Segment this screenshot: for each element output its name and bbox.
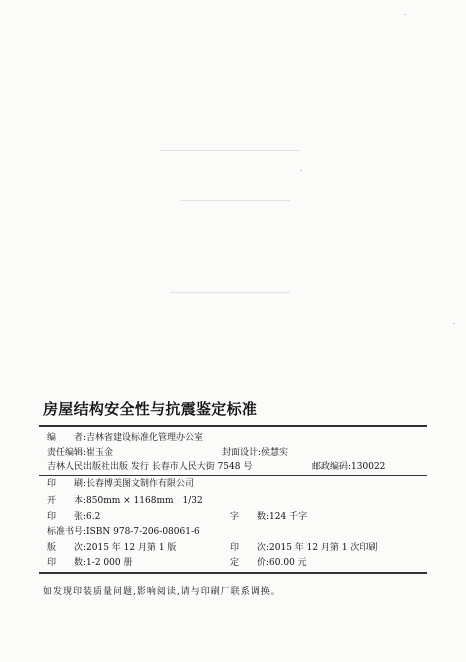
scan-speck [404, 14, 406, 15]
impression-value: 2015 年 12 月第 1 次印刷 [269, 543, 378, 553]
sheets-label: 印 张: [47, 512, 87, 522]
editor-label: 编 者: [47, 433, 87, 443]
scan-noise [180, 200, 290, 201]
isbn-value: ISBN 978-7-206-08061-6 [86, 527, 200, 537]
editor-value: 吉林省建设标准化管理办公室 [86, 433, 204, 443]
quality-notice: 如发现印装质量问题,影响阅读,请与印刷厂联系调换。 [43, 587, 281, 597]
resp-editor-line [47, 447, 113, 459]
scan-speck [453, 323, 455, 324]
isbn-label: 标准书号: [47, 527, 87, 537]
copies-label: 印 数: [47, 558, 87, 568]
edition-line [47, 542, 176, 554]
words-label: 字 数: [230, 512, 270, 522]
sheets-value: 6.2 [86, 512, 101, 522]
cover-label: 封面设计: [222, 448, 262, 458]
price-label: 定 价: [230, 558, 270, 568]
cover-design-line [222, 447, 288, 459]
bottom-rule [39, 572, 427, 574]
scan-speck [300, 170, 302, 171]
copies-line [47, 557, 132, 569]
format-value: 850mm × 1168mm 1/32 [86, 496, 203, 506]
format-label: 开 本: [47, 496, 87, 506]
sheets-line [47, 511, 100, 523]
words-value: 124 千字 [269, 512, 308, 522]
resp-editor-label: 责任编辑: [47, 448, 87, 458]
isbn-line [47, 526, 200, 538]
edition-value: 2015 年 12 月第 1 版 [86, 543, 177, 553]
editor-line [47, 432, 203, 444]
edition-label: 版 次: [47, 543, 87, 553]
publisher-text: 吉林人民出版社出版 发行 长春市人民大街 7548 号 [47, 462, 253, 472]
impression-label: 印 次: [230, 543, 270, 553]
impression-line [230, 542, 377, 554]
printer-value: 长春博美图文制作有限公司 [86, 479, 195, 489]
cover-value: 侯慧实 [261, 448, 289, 458]
publisher-line [47, 461, 252, 473]
printer-line [47, 478, 194, 490]
copies-value: 1-2 000 册 [86, 558, 133, 568]
postcode-label: 邮政编码: [312, 462, 352, 472]
postcode-line [312, 461, 385, 473]
postcode-value: 130022 [351, 462, 386, 472]
price-line [230, 557, 307, 569]
publisher-rule [39, 475, 427, 476]
title-rule [39, 425, 427, 427]
scan-noise [160, 150, 300, 151]
price-value: 60.00 元 [269, 558, 307, 568]
resp-editor-value: 崔玉金 [86, 448, 114, 458]
scan-noise [170, 292, 290, 293]
words-line [230, 511, 307, 523]
format-line [47, 495, 203, 507]
printer-label: 印 刷: [47, 479, 87, 489]
book-title: 房屋结构安全性与抗震鉴定标准 [43, 400, 258, 418]
